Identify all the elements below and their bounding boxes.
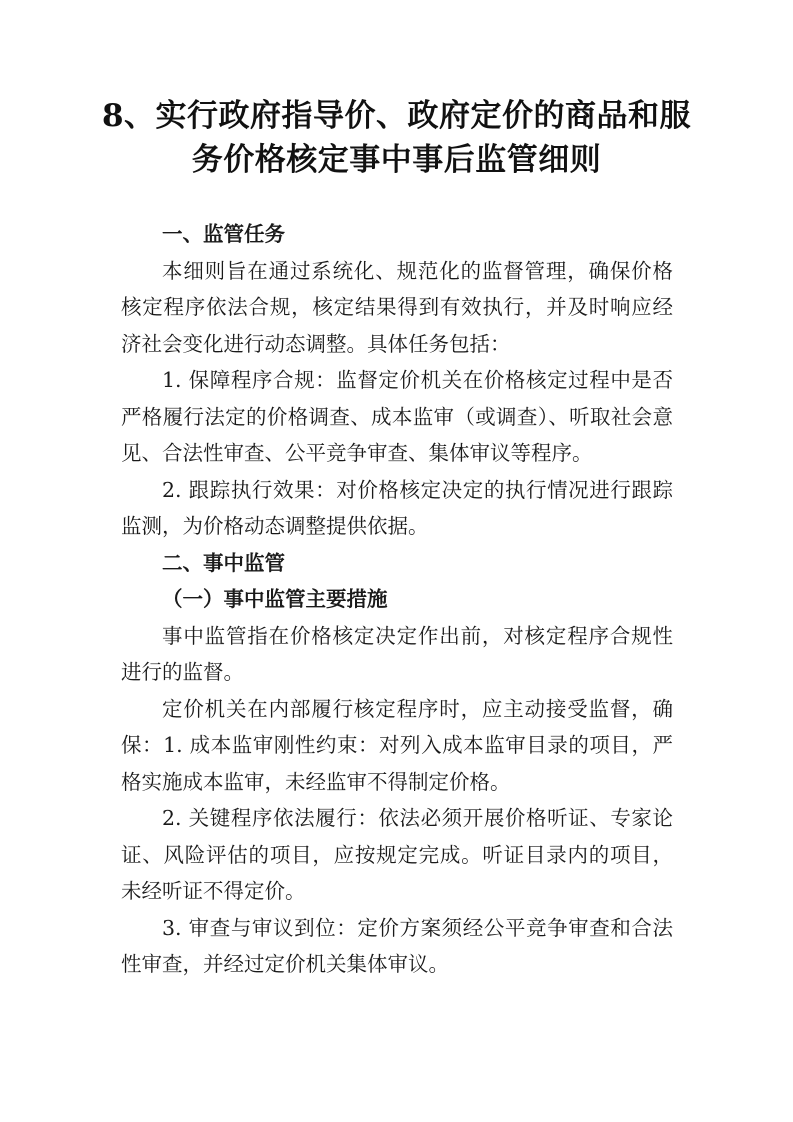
subsection-heading-main-measures: （一）事中监管主要措施	[162, 587, 388, 611]
section-heading-supervision-tasks: 一、监管任务	[162, 222, 285, 246]
paragraph-definition: 事中监管指在价格核定决定作出前，对核定程序合规性进行的监督。	[121, 623, 673, 684]
document-body	[121, 216, 673, 983]
document-title	[100, 94, 693, 182]
title-line-2: 务价格核定事中事后监管细则	[191, 142, 602, 178]
paragraph-measure-1: 定价机关在内部履行核定程序时，应主动接受监督，确保：1. 成本监审刚性约束：对列入成本监审目录的项目，严格实施成本监审，未经监审不得制定价格。	[121, 696, 673, 794]
title-line-1: 8、实行政府指导价、政府定价的商品和服	[101, 98, 692, 134]
paragraph-task-1: 1. 保障程序合规：监督定价机关在价格核定过程中是否严格履行法定的价格调查、成本监审（或调查）、听取社会意见、合法性审查、公平竞争审查、集体审议等程序。	[121, 368, 673, 465]
paragraph-intro: 本细则旨在通过系统化、规范化的监督管理，确保价格核定程序依法合规，核定结果得到有效执行，并及时响应经济社会变化进行动态调整。具体任务包括：	[121, 258, 673, 356]
paragraph-measure-2: 2. 关键程序依法履行：依法必须开展价格听证、专家论证、风险评估的项目，应按规定完成。听证目录内的项目，未经听证不得定价。	[121, 806, 673, 903]
paragraph-task-2: 2. 跟踪执行效果：对价格核定决定的执行情况进行跟踪监测，为价格动态调整提供依据。	[121, 477, 673, 538]
section-heading-in-process-supervision: 二、事中监管	[162, 550, 285, 575]
paragraph-measure-3: 3. 审查与审议到位：定价方案须经公平竞争审查和合法性审查，并经过定价机关集体审议。	[121, 915, 673, 976]
